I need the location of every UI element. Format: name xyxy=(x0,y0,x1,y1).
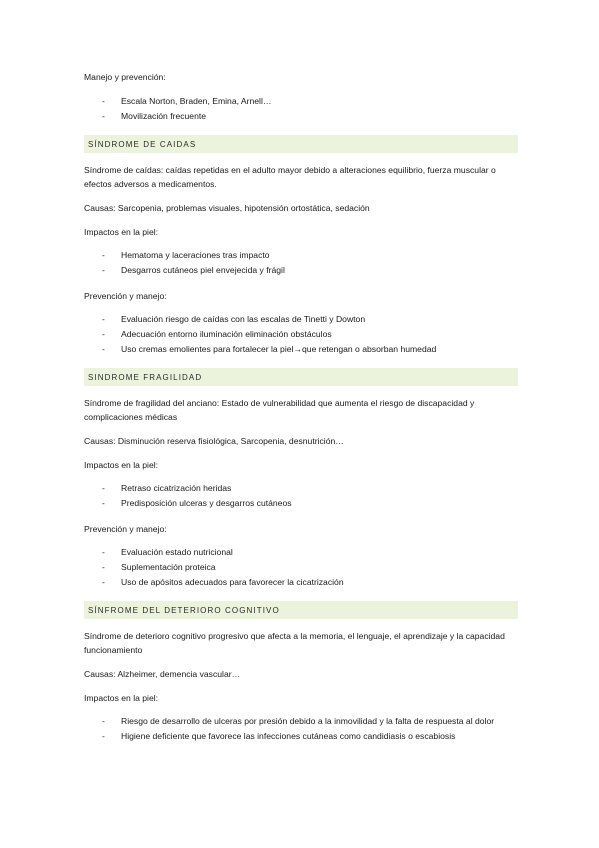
list-item xyxy=(84,729,518,744)
list-item xyxy=(84,109,518,124)
section-header-deterioro xyxy=(84,601,518,619)
list-item xyxy=(84,545,518,560)
bullet-dash: - xyxy=(102,562,105,572)
bullet-dash: - xyxy=(102,498,105,508)
list-item-text: Movilización frecuente xyxy=(121,111,207,121)
bullet-dash: - xyxy=(102,329,105,339)
list-item-text: Retraso cicatrización heridas xyxy=(121,483,232,493)
prevention-heading: Prevención y manejo: xyxy=(84,524,167,534)
list-item-text: Riesgo de desarrollo de ulceras por presión debido a la inmovilidad y la falta de respuesta al dolor xyxy=(121,716,495,726)
list-item xyxy=(84,714,518,729)
impacts-list xyxy=(84,481,518,511)
bullet-dash: - xyxy=(102,96,105,106)
list-item-text: Higiene deficiente que favorece las infecciones cutáneas como candidiasis o escabiosis xyxy=(121,731,456,741)
list-item xyxy=(84,481,518,496)
list-item-text: Escala Norton, Braden, Emina, Arnell… xyxy=(121,96,272,106)
list-item xyxy=(84,496,518,511)
impacts-list xyxy=(84,248,518,278)
intro-list xyxy=(84,94,518,124)
document-content xyxy=(84,70,518,755)
list-item-text: Evaluación riesgo de caídas con las escalas de Tinetti y Dowton xyxy=(121,314,366,324)
list-item-text: Adecuación entorno iluminación eliminación obstáculos xyxy=(121,329,332,339)
bullet-dash: - xyxy=(102,111,105,121)
section-causes: Causas: Alzheimer, demencia vascular… xyxy=(84,669,241,679)
list-item xyxy=(84,560,518,575)
section-title: SÍNFROME DEL DETERIORO COGNITIVO xyxy=(88,605,280,615)
bullet-dash: - xyxy=(102,547,105,557)
impacts-list xyxy=(84,714,518,744)
list-item xyxy=(84,94,518,109)
bullet-dash: - xyxy=(102,250,105,260)
list-item xyxy=(84,263,518,278)
bullet-dash: - xyxy=(102,265,105,275)
section-definition: Síndrome de deterioro cognitivo progresivo que afecta a la memoria, el lenguaje, el aprendizaje y la capacidad funcionamiento xyxy=(84,631,505,655)
section-causes: Causas: Sarcopenia, problemas visuales, hipotensión ortostática, sedación xyxy=(84,203,370,213)
prevention-list xyxy=(84,312,518,357)
list-item-text: Evaluación estado nutricional xyxy=(121,547,233,557)
impacts-heading: Impactos en la piel: xyxy=(84,227,159,237)
list-item xyxy=(84,575,518,590)
intro-heading: Manejo y prevención: xyxy=(84,72,166,82)
list-item-text: Suplementación proteica xyxy=(121,562,216,572)
section-causes: Causas: Disminución reserva fisiológica, Sarcopenia, desnutrición… xyxy=(84,436,344,446)
list-item-text: Hematoma y laceraciones tras impacto xyxy=(121,250,270,260)
bullet-dash: - xyxy=(102,344,105,354)
list-item xyxy=(84,342,518,357)
bullet-dash: - xyxy=(102,577,105,587)
section-definition: Síndrome de fragilidad del anciano: Estado de vulnerabilidad que aumenta el riesgo de discapacidad y complicaciones médicas xyxy=(84,398,475,422)
impacts-heading: Impactos en la piel: xyxy=(84,693,159,703)
list-item-text: Uso cremas emolientes para fortalecer la piel→que retengan o absorban humedad xyxy=(121,344,437,354)
prevention-list xyxy=(84,545,518,590)
list-item xyxy=(84,312,518,327)
section-title: SINDROME FRAGILIDAD xyxy=(88,372,203,382)
prevention-heading: Prevención y manejo: xyxy=(84,291,167,301)
list-item xyxy=(84,327,518,342)
impacts-heading: Impactos en la piel: xyxy=(84,460,159,470)
bullet-dash: - xyxy=(102,716,105,726)
list-item xyxy=(84,248,518,263)
bullet-dash: - xyxy=(102,314,105,324)
list-item-text: Predisposición ulceras y desgarros cutáneos xyxy=(121,498,292,508)
section-header-fragilidad xyxy=(84,368,518,386)
section-definition: Síndrome de caídas: caídas repetidas en el adulto mayor debido a alteraciones equilibrio, fuerza muscular o efectos adversos a medicamentos. xyxy=(84,165,496,189)
list-item-text: Uso de apósitos adecuados para favorecer la cicatrización xyxy=(121,577,344,587)
list-item-text: Desgarros cutáneos piel envejecida y frágil xyxy=(121,265,285,275)
bullet-dash: - xyxy=(102,731,105,741)
bullet-dash: - xyxy=(102,483,105,493)
section-title: SÍNDROME DE CAIDAS xyxy=(88,139,197,149)
section-header-caidas xyxy=(84,135,518,153)
